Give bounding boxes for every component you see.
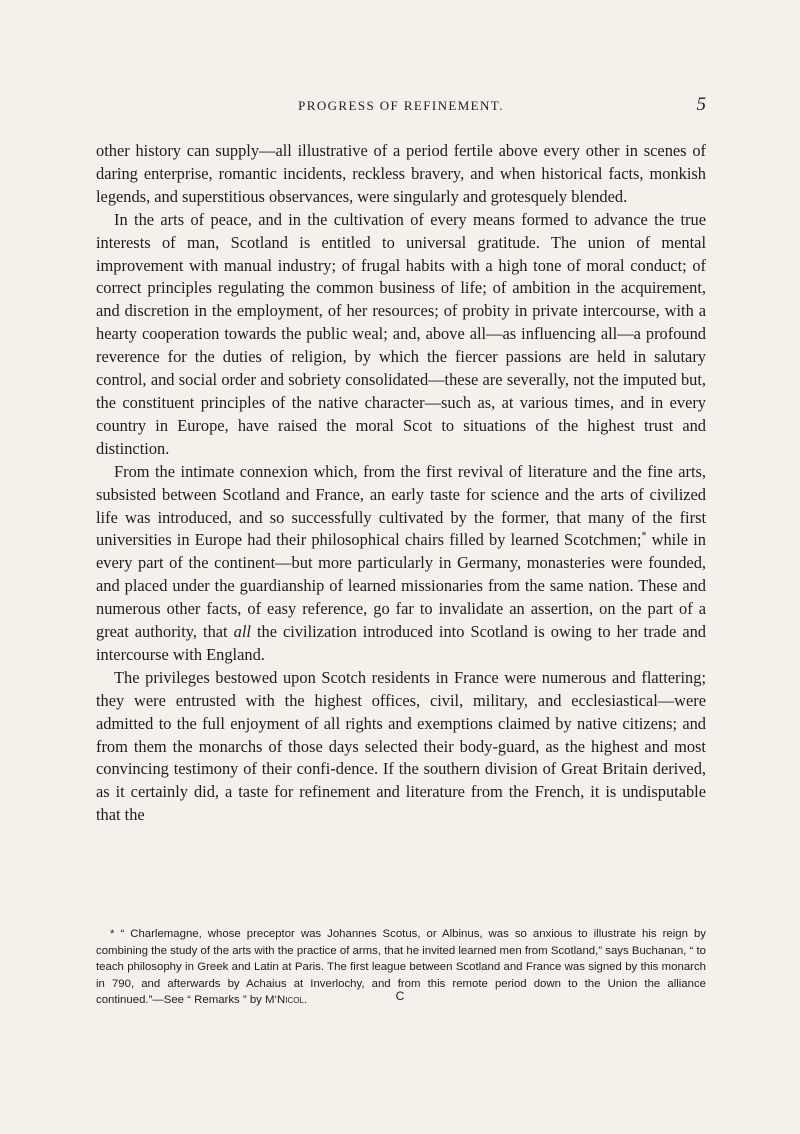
footnote-text: “ Charlemagne, whose preceptor was Johannes Scotus, or Albinus, was so anxious to illustrate his reign by combining the study of the arts with the practice of arms, that he invited learned men from Scotland,” says Buchanan, “ to teach philosophy in Greek and Latin at Paris. The first league between Scotland and France was signed by this monarch in 790, and afterwards by Achaius at Inverlochy, and from this remote period down to the Union the alliance continued.”—See “ Remarks ” by: [96, 928, 706, 1007]
paragraph-3-part-c: the civilization introduced into Scotland is owing to her trade and intercourse with England.: [96, 622, 706, 664]
paragraph-4: The privileges bestowed upon Scotch residents in France were numerous and flattering; they were entrusted with the highest offices, civil, military, and ecclesiastical—were admitted to the full enjoyment of all rights and exemptions claimed by native citizens; and from them the monarchs of those days selected their body-guard, as the highest and most convincing testimony of their confi-dence. If the southern division of Great Britain derived, as it certainly did, a taste for refinement and literature from the French, it is undisputable that the: [96, 667, 706, 825]
paragraph-2: In the arts of peace, and in the cultivation of every means formed to advance the true interests of man, Scotland is entitled to universal gratitude. The union of mental improvement with manual industry; of frugal habits with a high tone of moral conduct; of correct principles regulating the common business of life; of ambition in the acquirement, and discretion in the employment, of her resources; of probity in private intercourse, with a hearty cooperation towards the public weal; and, above all—as influencing all—a profound reverence for the duties of religion, by which the fiercer passions are held in salutary control, and social order and sobriety consolidated—these are severally, not the imputed but, the constituent principles of the native character—such as, at various times, and in every country in Europe, have raised the moral Scot to situations of the highest trust and distinction.: [96, 209, 706, 458]
paragraph-3-part-a: From the intimate connexion which, from the first revival of literature and the fine arts, subsisted between Scotland and France, an early taste for science and the arts of civilized life was introduced, and so successfully cultivated by the former, that many of the first universities in Europe had their philosophical chairs filled by learned Scotchmen;: [96, 461, 706, 550]
paragraph-3-part-b: while in every part of the continent—but more particularly in Germany, monasteries were founded, and placed under the guardianship of learned missionaries from the same nation. These and numerous other facts, of easy reference, go far to invalidate an assertion, on the part of a great authority, that: [96, 530, 707, 642]
paragraph-3: [96, 461, 706, 667]
running-head: [96, 94, 706, 116]
body-text: [96, 140, 706, 827]
emphasis-all: all: [233, 622, 251, 642]
footnote-marker: *: [110, 928, 115, 940]
footnote-reference: *: [641, 530, 647, 542]
paragraph-1: other history can supply—all illustrative of a period fertile above every other in scenes of daring enterprise, romantic incidents, reckless bravery, and when historical facts, monkish legends, and superstitious observances, were singularly and grotesquely blended.: [96, 141, 706, 206]
signature-mark: C: [395, 989, 405, 1003]
footnote-author: M‘Nicol.: [265, 994, 308, 1007]
page-number: 5: [696, 94, 706, 115]
page-title: PROGRESS OF REFINEMENT.: [298, 98, 504, 113]
